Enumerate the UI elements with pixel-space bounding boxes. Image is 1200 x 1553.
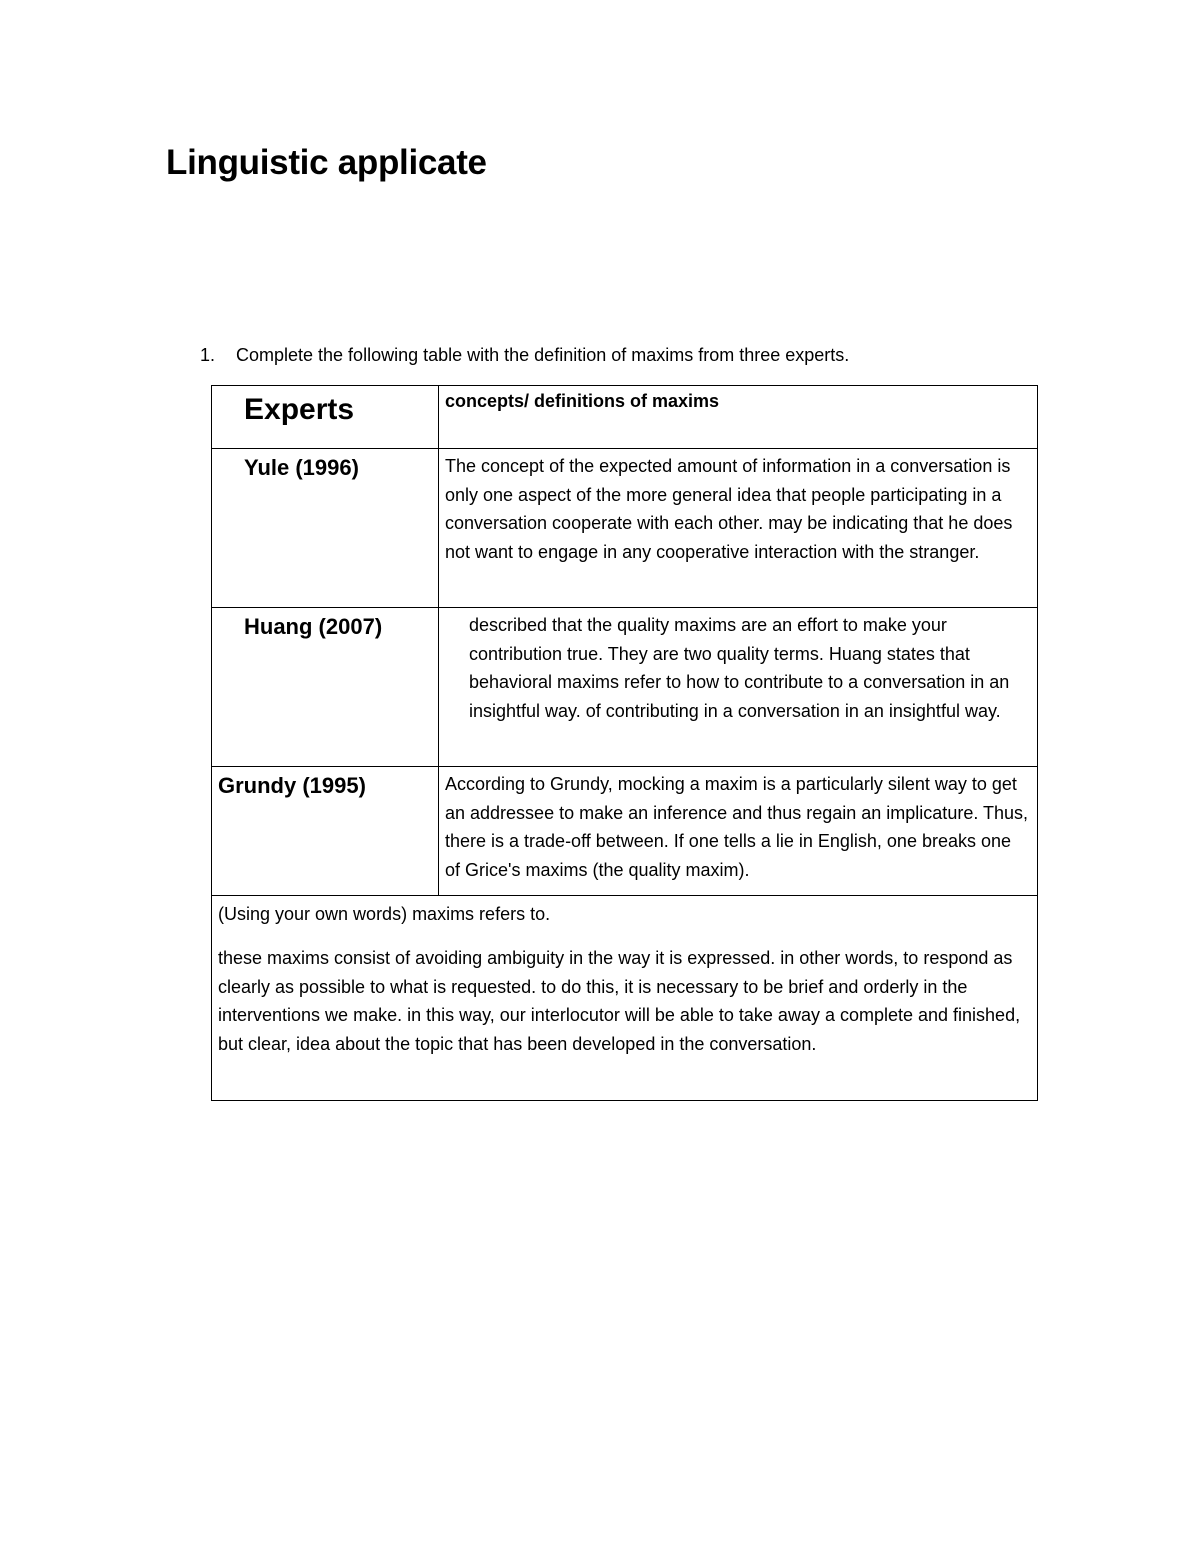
definition-cell: [439, 608, 1038, 767]
definition-cell: [439, 449, 1038, 608]
definition-text: described that the quality maxims are an effort to make your contribution true. They are two quality terms. Huang states that behavioral maxims refer to how to contribute to a conversation in an insightful way. of contributing in a conversation in an insightful way.: [469, 615, 1010, 721]
definition-cell: [439, 767, 1038, 896]
expert-name: Yule (1996): [244, 455, 359, 480]
definition-text: According to Grundy, mocking a maxim is a particularly silent way to get an addressee to make an inference and thus regain an implicature. Thus, there is a trade-off between. If one tells a lie in English, one breaks one of Grice's maxims (the quality maxim).: [445, 774, 1029, 880]
header-experts-label: Experts: [244, 393, 355, 426]
header-cell-definitions: [439, 386, 1038, 449]
expert-cell: [212, 449, 439, 608]
own-words-answer: these maxims consist of avoiding ambiguity in the way it is expressed. in other words, to respond as clearly as possible to what is requested. to do this, it is necessary to be brief and orderly in the interventions we make. in this way, our interlocutor will be able to take away a complete and finished, but clear, idea about the topic that has been developed in the conversation.: [218, 948, 1021, 1054]
maxims-table: [211, 385, 1038, 1101]
instruction-number: 1.: [200, 345, 216, 365]
table-row: [212, 449, 1038, 608]
expert-name: Huang (2007): [244, 614, 383, 639]
own-words-prompt: (Using your own words) maxims refers to.: [218, 904, 551, 924]
expert-cell: [212, 608, 439, 767]
expert-cell: [212, 767, 439, 896]
table-row: [212, 608, 1038, 767]
own-words-cell: [212, 896, 1038, 1101]
definition-text: The concept of the expected amount of information in a conversation is only one aspect of the more general idea that people participating in a conversation cooperate with each other. may be indicating that he does not want to engage in any cooperative interaction with the stranger.: [445, 456, 1013, 562]
table-header-row: [212, 386, 1038, 449]
header-definitions-label: concepts/ definitions of maxims: [445, 391, 720, 411]
expert-name: Grundy (1995): [218, 773, 366, 798]
table-row: [212, 767, 1038, 896]
instruction-item: [200, 342, 849, 368]
document-title: Linguistic applicate: [166, 143, 487, 182]
header-cell-experts: [212, 386, 439, 449]
own-words-row: [212, 896, 1038, 1101]
instruction-text: Complete the following table with the definition of maxims from three experts.: [236, 345, 850, 365]
